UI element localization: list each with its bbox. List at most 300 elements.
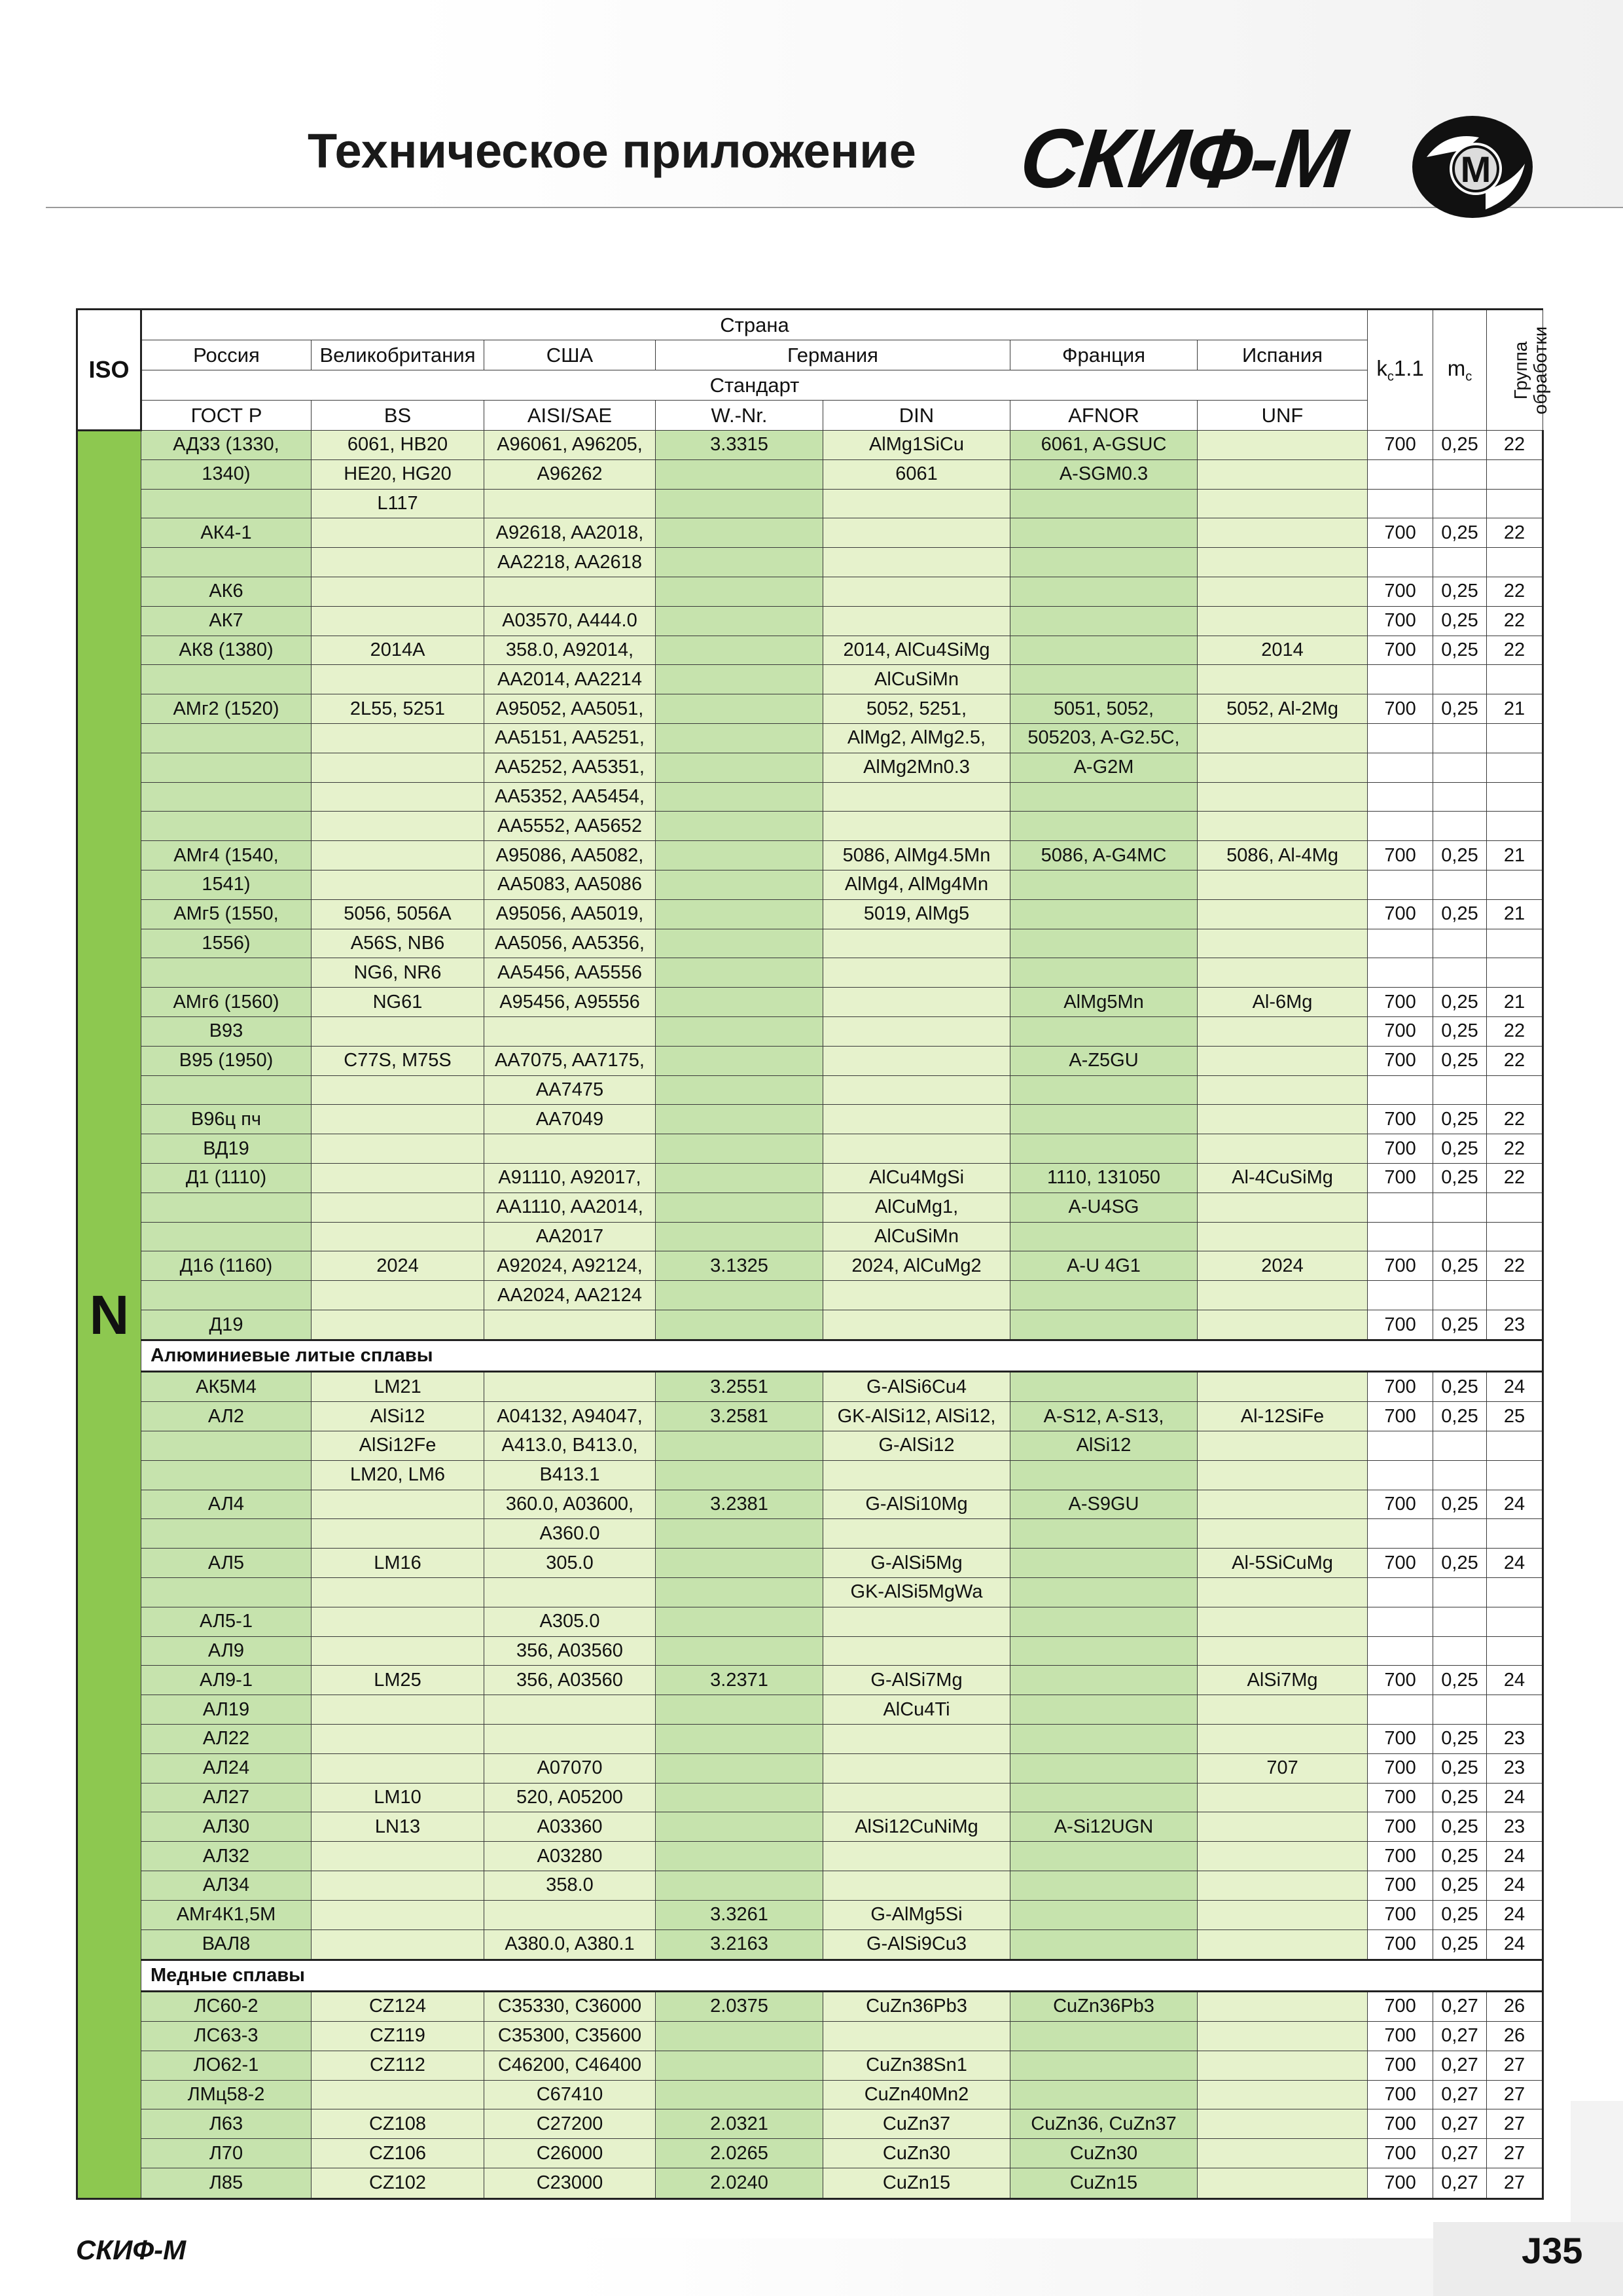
cell-din: AlCuSiMn: [823, 665, 1010, 694]
cell-gost: [141, 1222, 312, 1251]
cell-group: [1487, 929, 1543, 958]
cell-unf: [1198, 1460, 1368, 1490]
side-strip: [1571, 2101, 1623, 2232]
cell-aisi: C67410: [484, 2080, 656, 2109]
cell-unf: [1198, 1636, 1368, 1666]
cell-kc: [1368, 489, 1433, 518]
cell-group: 27: [1487, 2168, 1543, 2198]
country-header: Страна: [141, 310, 1368, 340]
cell-mc: 0,27: [1433, 2168, 1487, 2198]
cell-mc: [1433, 1578, 1487, 1607]
cell-bs: [312, 577, 484, 606]
cell-group: [1487, 812, 1543, 841]
cell-mc: 0,25: [1433, 1666, 1487, 1695]
standard-gost: ГОСТ Р: [141, 401, 312, 431]
cell-mc: [1433, 459, 1487, 489]
cell-gost: АЛ22: [141, 1725, 312, 1754]
cell-wnr: 3.2381: [656, 1490, 823, 1519]
table-row: [77, 1046, 1543, 1075]
cell-kc: [1368, 548, 1433, 577]
cell-wnr: [656, 489, 823, 518]
cell-afnor: [1010, 518, 1198, 548]
table-row: [77, 2168, 1543, 2198]
cell-din: CuZn38Sn1: [823, 2051, 1010, 2080]
cell-afnor: [1010, 929, 1198, 958]
cell-wnr: [656, 548, 823, 577]
cell-aisi: A07070: [484, 1753, 656, 1783]
cell-gost: В95 (1950): [141, 1046, 312, 1075]
cell-mc: 0,25: [1433, 518, 1487, 548]
cell-mc: [1433, 1075, 1487, 1105]
cell-wnr: [656, 694, 823, 724]
cell-din: [823, 2022, 1010, 2051]
table-row: [77, 1842, 1543, 1871]
cell-aisi: A03280: [484, 1842, 656, 1871]
cell-kc: [1368, 1431, 1433, 1461]
cell-bs: CZ102: [312, 2168, 484, 2198]
cell-unf: [1198, 489, 1368, 518]
cell-gost: Л85: [141, 2168, 312, 2198]
cell-bs: [312, 1929, 484, 1960]
cell-wnr: [656, 1046, 823, 1075]
cell-wnr: 3.2581: [656, 1402, 823, 1431]
cell-wnr: 3.3315: [656, 431, 823, 460]
cell-unf: Al-12SiFe: [1198, 1402, 1368, 1431]
table-row: [77, 1549, 1543, 1578]
cell-unf: [1198, 577, 1368, 606]
cell-mc: [1433, 870, 1487, 899]
section-title: Алюминиевые литые сплавы: [141, 1340, 1543, 1372]
cell-kc: 700: [1368, 1105, 1433, 1134]
cell-unf: [1198, 1725, 1368, 1754]
cell-wnr: [656, 958, 823, 988]
cell-wnr: [656, 753, 823, 782]
cell-afnor: [1010, 1281, 1198, 1310]
cell-mc: [1433, 1222, 1487, 1251]
cell-gost: АЛ4: [141, 1490, 312, 1519]
cell-aisi: AA5252, AA5351,: [484, 753, 656, 782]
cell-unf: [1198, 870, 1368, 899]
cell-afnor: [1010, 1900, 1198, 1929]
cell-afnor: [1010, 1753, 1198, 1783]
cell-gost: Д1 (1110): [141, 1163, 312, 1193]
cell-bs: [312, 1578, 484, 1607]
cell-mc: 0,25: [1433, 1490, 1487, 1519]
table-row: [77, 636, 1543, 665]
table-row: [77, 548, 1543, 577]
cell-wnr: 2.0240: [656, 2168, 823, 2198]
cell-group: 26: [1487, 1991, 1543, 2021]
cell-din: AlCuSiMn: [823, 1222, 1010, 1251]
cell-mc: 0,27: [1433, 1991, 1487, 2021]
cell-mc: [1433, 489, 1487, 518]
cell-wnr: [656, 1016, 823, 1046]
table-row: [77, 1725, 1543, 1754]
cell-group: [1487, 782, 1543, 812]
cell-unf: [1198, 2022, 1368, 2051]
cell-kc: 700: [1368, 1251, 1433, 1281]
cell-kc: 700: [1368, 577, 1433, 606]
cell-wnr: [656, 1460, 823, 1490]
cell-wnr: [656, 988, 823, 1017]
cell-aisi: 356, A03560: [484, 1666, 656, 1695]
cell-din: [823, 1725, 1010, 1754]
cell-bs: [312, 1134, 484, 1164]
cell-gost: АЛ32: [141, 1842, 312, 1871]
cell-mc: [1433, 665, 1487, 694]
cell-kc: [1368, 1636, 1433, 1666]
table-row: [77, 899, 1543, 929]
cell-aisi: C35300, C35600: [484, 2022, 656, 2051]
cell-gost: АК6: [141, 577, 312, 606]
cell-gost: [141, 1431, 312, 1461]
cell-wnr: [656, 1578, 823, 1607]
cell-group: 24: [1487, 1666, 1543, 1695]
cell-afnor: 6061, A-GSUC: [1010, 431, 1198, 460]
cell-aisi: A91110, A92017,: [484, 1163, 656, 1193]
cell-aisi: AA1110, AA2014,: [484, 1193, 656, 1222]
cell-gost: Д19: [141, 1310, 312, 1340]
cell-bs: [312, 1016, 484, 1046]
table-row: [77, 1222, 1543, 1251]
cell-kc: [1368, 723, 1433, 753]
cell-group: 23: [1487, 1812, 1543, 1842]
cell-gost: АЛ2: [141, 1402, 312, 1431]
cell-aisi: C26000: [484, 2139, 656, 2168]
cell-kc: 700: [1368, 518, 1433, 548]
cell-kc: 700: [1368, 1134, 1433, 1164]
cell-gost: ЛС63-3: [141, 2022, 312, 2051]
cell-group: 21: [1487, 899, 1543, 929]
cell-aisi: C23000: [484, 2168, 656, 2198]
cell-wnr: 3.2551: [656, 1371, 823, 1401]
cell-gost: [141, 723, 312, 753]
cell-kc: 700: [1368, 1666, 1433, 1695]
cell-group: 22: [1487, 1163, 1543, 1193]
cell-bs: [312, 1105, 484, 1134]
iso-header: ISO: [77, 310, 141, 431]
cell-unf: [1198, 1783, 1368, 1812]
cell-gost: [141, 753, 312, 782]
cell-din: [823, 812, 1010, 841]
cell-gost: Д16 (1160): [141, 1251, 312, 1281]
cell-afnor: [1010, 1666, 1198, 1695]
cell-gost: АМг4К1,5М: [141, 1900, 312, 1929]
cell-afnor: 5051, 5052,: [1010, 694, 1198, 724]
cell-bs: LM21: [312, 1371, 484, 1401]
cell-din: [823, 1842, 1010, 1871]
cell-group: 22: [1487, 1105, 1543, 1134]
cell-kc: 700: [1368, 2139, 1433, 2168]
cell-gost: АМг4 (1540,: [141, 841, 312, 870]
table-row: [77, 459, 1543, 489]
table-row: [77, 1695, 1543, 1725]
cell-gost: [141, 782, 312, 812]
cell-afnor: [1010, 1607, 1198, 1636]
cell-bs: [312, 1310, 484, 1340]
cell-bs: [312, 1281, 484, 1310]
cell-bs: NG61: [312, 988, 484, 1017]
cell-group: 27: [1487, 2109, 1543, 2139]
standard-header: Стандарт: [141, 370, 1368, 401]
cell-bs: LN13: [312, 1812, 484, 1842]
table-row: [77, 2139, 1543, 2168]
cell-bs: [312, 518, 484, 548]
cell-din: [823, 1519, 1010, 1549]
cell-afnor: A-U4SG: [1010, 1193, 1198, 1222]
page-title: Техническое приложение: [308, 124, 916, 178]
cell-gost: [141, 1519, 312, 1549]
cell-afnor: [1010, 577, 1198, 606]
cell-aisi: C46200, C46400: [484, 2051, 656, 2080]
cell-wnr: [656, 1134, 823, 1164]
cell-gost: [141, 958, 312, 988]
table-row: [77, 1460, 1543, 1490]
cell-aisi: AA5552, AA5652: [484, 812, 656, 841]
cell-wnr: 3.3261: [656, 1900, 823, 1929]
cell-mc: 0,25: [1433, 841, 1487, 870]
cell-group: 22: [1487, 1251, 1543, 1281]
cell-wnr: [656, 636, 823, 665]
cell-unf: [1198, 1991, 1368, 2021]
cell-mc: [1433, 812, 1487, 841]
cell-wnr: [656, 1519, 823, 1549]
cell-aisi: AA5352, AA5454,: [484, 782, 656, 812]
cell-unf: [1198, 548, 1368, 577]
cell-group: [1487, 1695, 1543, 1725]
cell-kc: [1368, 958, 1433, 988]
cell-unf: [1198, 1695, 1368, 1725]
table-row: [77, 870, 1543, 899]
cell-unf: [1198, 431, 1368, 460]
cell-group: [1487, 1519, 1543, 1549]
page-number: J35: [1522, 2230, 1583, 2271]
cell-group: 22: [1487, 518, 1543, 548]
standard-din: DIN: [823, 401, 1010, 431]
cell-kc: [1368, 459, 1433, 489]
country-france: Франция: [1010, 340, 1198, 370]
cell-aisi: AA7075, AA7175,: [484, 1046, 656, 1075]
cell-gost: 1340): [141, 459, 312, 489]
cell-din: AlCu4MgSi: [823, 1163, 1010, 1193]
cell-unf: [1198, 899, 1368, 929]
cell-aisi: [484, 489, 656, 518]
cell-afnor: [1010, 1549, 1198, 1578]
cell-afnor: [1010, 812, 1198, 841]
cell-afnor: [1010, 1519, 1198, 1549]
cell-kc: [1368, 1578, 1433, 1607]
cell-din: [823, 1310, 1010, 1340]
cell-unf: [1198, 812, 1368, 841]
cell-mc: [1433, 1460, 1487, 1490]
country-germany: Германия: [656, 340, 1010, 370]
cell-mc: [1433, 1193, 1487, 1222]
cell-mc: [1433, 1281, 1487, 1310]
cell-unf: [1198, 2051, 1368, 2080]
cell-unf: [1198, 1578, 1368, 1607]
cell-gost: [141, 1460, 312, 1490]
cell-bs: HE20, HG20: [312, 459, 484, 489]
cell-mc: 0,27: [1433, 2139, 1487, 2168]
cell-din: [823, 606, 1010, 636]
table-row: [77, 1607, 1543, 1636]
table-row: [77, 577, 1543, 606]
cell-bs: LM16: [312, 1549, 484, 1578]
cell-gost: АЛ5-1: [141, 1607, 312, 1636]
cell-din: [823, 1046, 1010, 1075]
cell-unf: [1198, 958, 1368, 988]
cell-din: [823, 548, 1010, 577]
table-row: [77, 1310, 1543, 1340]
cell-bs: LM20, LM6: [312, 1460, 484, 1490]
cell-group: 22: [1487, 636, 1543, 665]
cell-kc: 700: [1368, 2109, 1433, 2139]
cell-group: [1487, 958, 1543, 988]
cell-mc: [1433, 1519, 1487, 1549]
cell-unf: [1198, 1871, 1368, 1901]
cell-kc: 700: [1368, 1871, 1433, 1901]
cell-mc: 0,25: [1433, 694, 1487, 724]
cell-kc: 700: [1368, 1402, 1433, 1431]
cell-aisi: A92024, A92124,: [484, 1251, 656, 1281]
cell-din: [823, 489, 1010, 518]
cell-kc: 700: [1368, 1549, 1433, 1578]
cell-gost: АМг6 (1560): [141, 988, 312, 1017]
cell-group: [1487, 459, 1543, 489]
cell-unf: [1198, 1046, 1368, 1075]
cell-kc: 700: [1368, 606, 1433, 636]
cell-wnr: [656, 1163, 823, 1193]
cell-aisi: AA2024, AA2124: [484, 1281, 656, 1310]
cell-din: [823, 1753, 1010, 1783]
cell-din: G-AlSi12: [823, 1431, 1010, 1461]
machining-group-header: Группа обработки: [1487, 310, 1543, 431]
cell-mc: 0,25: [1433, 1842, 1487, 1871]
cell-din: G-AlSi10Mg: [823, 1490, 1010, 1519]
table-row: [77, 1929, 1543, 1960]
cell-gost: [141, 812, 312, 841]
cell-wnr: [656, 1725, 823, 1754]
cell-unf: [1198, 1222, 1368, 1251]
cell-afnor: A-SGM0.3: [1010, 459, 1198, 489]
cell-kc: [1368, 665, 1433, 694]
cell-afnor: A-G2M: [1010, 753, 1198, 782]
cell-gost: АЛ34: [141, 1871, 312, 1901]
cell-group: [1487, 1222, 1543, 1251]
table-row: [77, 1991, 1543, 2021]
cell-aisi: A96061, A96205,: [484, 431, 656, 460]
cell-unf: 5052, Al-2Mg: [1198, 694, 1368, 724]
table-row: [77, 1900, 1543, 1929]
cell-wnr: [656, 1871, 823, 1901]
cell-bs: AlSi12: [312, 1402, 484, 1431]
cell-bs: [312, 1636, 484, 1666]
cell-mc: 0,25: [1433, 1812, 1487, 1842]
cell-gost: АЛ9: [141, 1636, 312, 1666]
cell-unf: [1198, 753, 1368, 782]
cell-aisi: [484, 1900, 656, 1929]
cell-mc: 0,25: [1433, 1105, 1487, 1134]
cell-mc: 0,25: [1433, 1549, 1487, 1578]
cell-mc: 0,25: [1433, 606, 1487, 636]
cell-group: [1487, 1193, 1543, 1222]
cell-aisi: A95056, AA5019,: [484, 899, 656, 929]
cell-gost: ЛМц58-2: [141, 2080, 312, 2109]
cell-group: 21: [1487, 988, 1543, 1017]
cell-din: 6061: [823, 459, 1010, 489]
cell-group: 22: [1487, 606, 1543, 636]
cell-afnor: [1010, 1222, 1198, 1251]
cell-wnr: 3.2371: [656, 1666, 823, 1695]
cell-kc: 700: [1368, 1490, 1433, 1519]
cell-group: 26: [1487, 2022, 1543, 2051]
cell-group: 22: [1487, 1134, 1543, 1164]
table-row: [77, 606, 1543, 636]
cell-aisi: C27200: [484, 2109, 656, 2139]
cell-bs: [312, 812, 484, 841]
cell-afnor: A-U 4G1: [1010, 1251, 1198, 1281]
cell-din: AlMg2Mn0.3: [823, 753, 1010, 782]
cell-kc: 700: [1368, 636, 1433, 665]
cell-mc: 0,25: [1433, 1251, 1487, 1281]
cell-mc: 0,25: [1433, 431, 1487, 460]
cell-bs: [312, 548, 484, 577]
cell-kc: [1368, 1460, 1433, 1490]
cell-mc: 0,25: [1433, 1900, 1487, 1929]
table-row: [77, 1402, 1543, 1431]
cell-afnor: [1010, 870, 1198, 899]
cell-gost: [141, 1578, 312, 1607]
cell-group: 23: [1487, 1725, 1543, 1754]
table-row: [77, 1075, 1543, 1105]
cell-kc: 700: [1368, 1046, 1433, 1075]
cell-din: 2014, AlCu4SiMg: [823, 636, 1010, 665]
cell-aisi: AA5083, AA5086: [484, 870, 656, 899]
cell-group: [1487, 1075, 1543, 1105]
cell-kc: 700: [1368, 1991, 1433, 2021]
cell-unf: [1198, 1134, 1368, 1164]
cell-din: AlSi12CuNiMg: [823, 1812, 1010, 1842]
cell-afnor: [1010, 1695, 1198, 1725]
cell-group: [1487, 548, 1543, 577]
cell-unf: 2024: [1198, 1251, 1368, 1281]
cell-bs: 2L55, 5251: [312, 694, 484, 724]
section-title: Медные сплавы: [141, 1960, 1543, 1991]
cell-afnor: [1010, 1636, 1198, 1666]
cell-unf: [1198, 2168, 1368, 2198]
cell-bs: [312, 1075, 484, 1105]
cell-group: 22: [1487, 431, 1543, 460]
cell-afnor: [1010, 548, 1198, 577]
cell-aisi: A380.0, A380.1: [484, 1929, 656, 1960]
cell-group: [1487, 1460, 1543, 1490]
footer-brand: СКИФ-М: [76, 2234, 187, 2265]
cell-bs: [312, 782, 484, 812]
cell-mc: 0,25: [1433, 577, 1487, 606]
table-row: [77, 1578, 1543, 1607]
cell-kc: [1368, 1695, 1433, 1725]
cell-unf: [1198, 1105, 1368, 1134]
cell-aisi: C35330, C36000: [484, 1991, 656, 2021]
cell-bs: [312, 2080, 484, 2109]
table-row: [77, 1636, 1543, 1666]
cell-bs: LM25: [312, 1666, 484, 1695]
cell-group: 22: [1487, 1016, 1543, 1046]
footer-band: [0, 2238, 1623, 2296]
cell-aisi: A03570, A444.0: [484, 606, 656, 636]
cell-unf: [1198, 2109, 1368, 2139]
cell-mc: [1433, 1636, 1487, 1666]
